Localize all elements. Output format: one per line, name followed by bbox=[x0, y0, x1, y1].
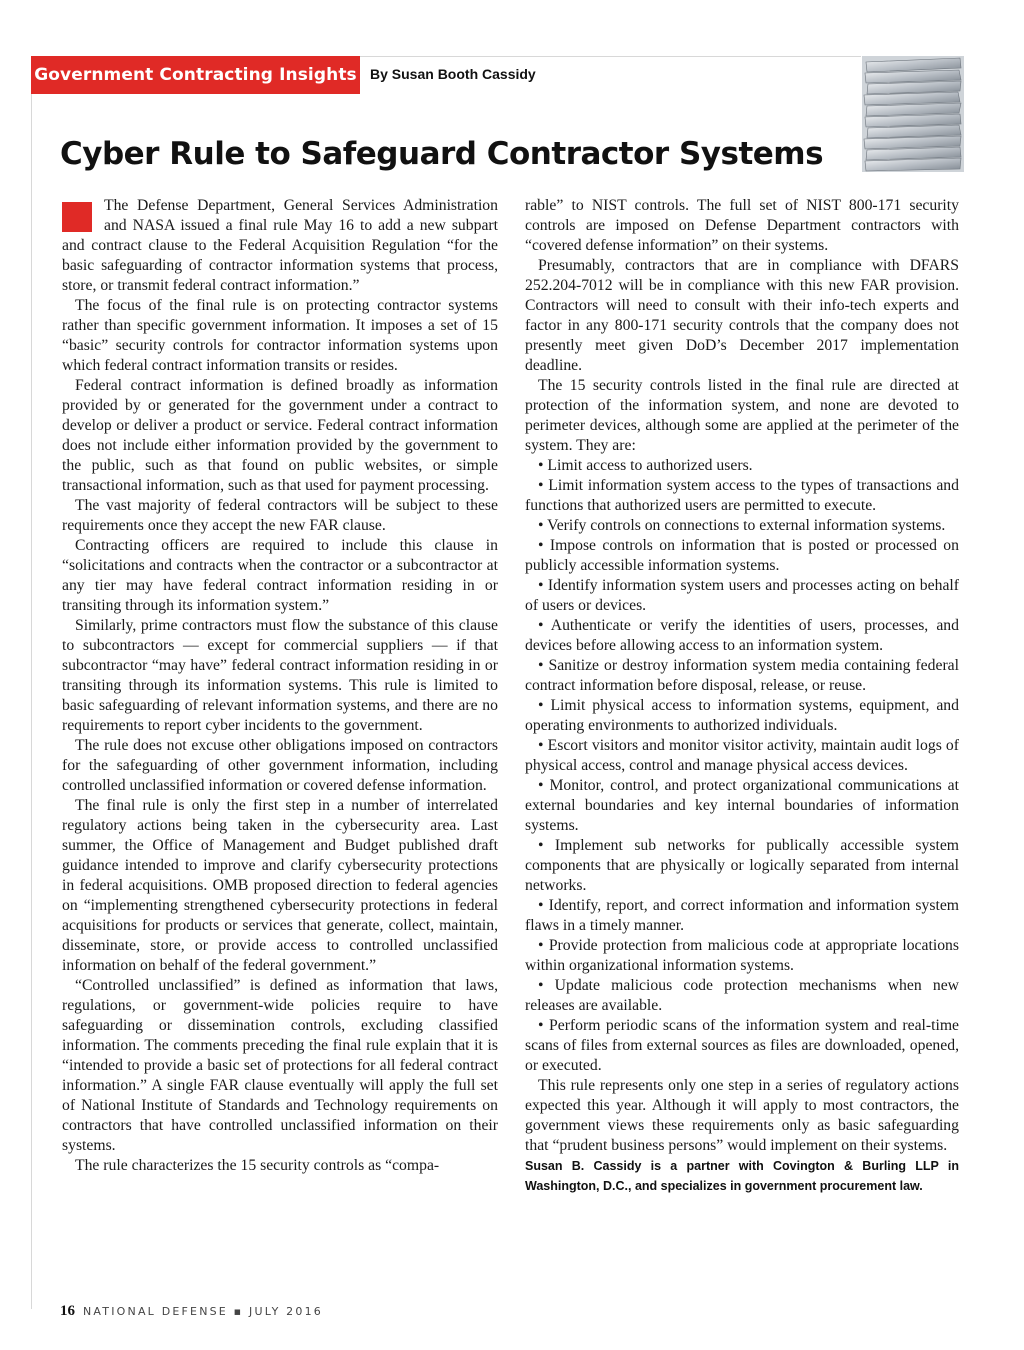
paper-stack-image bbox=[862, 56, 964, 172]
bullet-item: • Verify controls on connections to external information systems. bbox=[538, 517, 946, 534]
bullet-item: • Perform periodic scans of the information system and real-time scans of files from external sources as files are downloaded, opened, or executed. bbox=[525, 1017, 959, 1074]
page-number: 16 bbox=[60, 1303, 75, 1319]
body-paragraph: The 15 security controls listed in the final rule are directed at protection of the information system, and none are devoted to perimeter devices, although some are applied at the perimeter of the system. They are: bbox=[525, 377, 959, 454]
article-headline: Cyber Rule to Safeguard Contractor Systems bbox=[60, 136, 824, 172]
bullet-item: • Identify information system users and processes acting on behalf of users or devices. bbox=[525, 577, 959, 614]
body-paragraph: Contracting officers are required to include this clause in “solicitations and contracts when the contractor or a subcontractor at any tier may have federal contract information residing in or transiting through its information system.” bbox=[62, 537, 498, 614]
bullet-item: • Implement sub networks for publically accessible system components that are physically or logically separated from internal networks. bbox=[525, 837, 959, 894]
bullet-item: • Authenticate or verify the identities of users, processes, and devices before allowing access to an information system. bbox=[525, 617, 959, 654]
body-paragraph: Similarly, prime contractors must flow the substance of this clause to subcontractors — except for commercial suppliers — if that subcontractor “may have” federal contract information residing in or transiting through its information systems. This rule is limited to basic safeguarding of relevant information systems, and there are no requirements to report cyber incidents to the government. bbox=[62, 617, 498, 734]
body-paragraph: The focus of the final rule is on protecting contractor systems rather than specific government information. It imposes a set of 15 “basic” security controls for contractor information systems upon which federal contract information transits or resides. bbox=[62, 297, 498, 374]
bullet-item: • Escort visitors and monitor visitor activity, maintain audit logs of physical access, control and manage physical access devices. bbox=[525, 737, 959, 774]
bullet-item: • Limit access to authorized users. bbox=[538, 457, 753, 474]
bullet-item: • Limit information system access to the types of transactions and functions that authorized users are permitted to execute. bbox=[525, 477, 959, 514]
body-paragraph: The final rule is only the first step in a number of interrelated regulatory actions being taken in the cybersecurity area. Last summer, the Office of Management and Budget published draft guidance intended to improve and clarify cybersecurity protections in federal acquisitions. OMB proposed direction to federal agencies on “implementing strengthened cybersecurity protections in federal acquisitions for products or services that generate, collect, maintain, disseminate, store, or provide access to controlled unclassified information on behalf of the federal government.” bbox=[62, 797, 498, 974]
article-left-column bbox=[62, 196, 498, 1176]
author-bio: Susan B. Cassidy is a partner with Covington & Burling LLP in Washington, D.C., and specializes in government procurement law. bbox=[525, 1159, 959, 1193]
column-tag: Government Contracting Insights bbox=[31, 56, 360, 94]
bullet-item: • Provide protection from malicious code at appropriate locations within organizational information systems. bbox=[525, 937, 959, 974]
body-paragraph: The Defense Department, General Services Administration and NASA issued a final rule May 16 to add a new subpart and contract clause to the Federal Acquisition Regulation “for the basic safeguarding of contractor information systems that process, store, or transmit federal contract information.” bbox=[62, 197, 498, 294]
bullet-item: • Sanitize or destroy information system media containing federal contract information before disposal, release, or reuse. bbox=[525, 657, 959, 694]
body-paragraph: Federal contract information is defined broadly as information provided by or generated for the government under a contract to develop or deliver a product or service. Federal contract information does not include either information provided by the government to the public, such as that found on public websites, or simple transactional information, such as that used for payment processing. bbox=[62, 377, 498, 494]
article-right-column bbox=[525, 196, 959, 1196]
bullet-item: • Limit physical access to information systems, equipment, and operating environments to authorized individuals. bbox=[525, 697, 959, 734]
body-paragraph: “Controlled unclassified” is defined as information that laws, regulations, or government-wide policies require to have safeguarding or dissemination controls, excluding classified information. The comments preceding the final rule explain that it is “intended to provide a basic set of protections for all federal contract information.” A single FAR clause eventually will apply the full set of National Institute of Standards and Technology requirements on contractors that have controlled unclassified information on their systems. bbox=[62, 977, 498, 1154]
body-paragraph: The rule does not excuse other obligations imposed on contractors for the safeguarding of other government information, including controlled unclassified information or covered defense information. bbox=[62, 737, 498, 794]
publication-line: NATIONAL DEFENSE ▪ JULY 2016 bbox=[83, 1305, 323, 1318]
bullet-item: • Impose controls on information that is posted or processed on publicly accessible information systems. bbox=[525, 537, 959, 574]
bullet-item: • Identify, report, and correct information and information system flaws in a timely manner. bbox=[525, 897, 959, 934]
body-paragraph: The vast majority of federal contractors will be subject to these requirements once they accept the new FAR clause. bbox=[62, 497, 498, 534]
byline: By Susan Booth Cassidy bbox=[370, 66, 536, 82]
body-paragraph-continued: rable” to NIST controls. The full set of NIST 800-171 security controls are imposed on Defense Department contractors with “covered defense information” on their systems. bbox=[525, 197, 959, 254]
page-footer bbox=[60, 1303, 323, 1320]
red-square-dropcap bbox=[62, 202, 92, 232]
body-paragraph: The rule characterizes the 15 security controls as “compa- bbox=[75, 1157, 440, 1174]
body-paragraph: Presumably, contractors that are in compliance with DFARS 252.204-7012 will be in compliance with this new FAR provision. Contractors will need to consult with their info-tech experts and factor in any 800-171 security controls that the company does not presently meet given DoD’s December 2017 implementation deadline. bbox=[525, 257, 959, 374]
bullet-item: • Update malicious code protection mechanisms when new releases are available. bbox=[525, 977, 959, 1014]
body-paragraph: This rule represents only one step in a series of regulatory actions expected this year. Although it will apply to most contractors, the government views these requirements only as basic safeguarding that “prudent business persons” would implement on their systems. bbox=[525, 1077, 959, 1154]
page-frame-left-rule bbox=[31, 56, 32, 1309]
bullet-item: • Monitor, control, and protect organizational communications at external boundaries and key internal boundaries of information systems. bbox=[525, 777, 959, 834]
